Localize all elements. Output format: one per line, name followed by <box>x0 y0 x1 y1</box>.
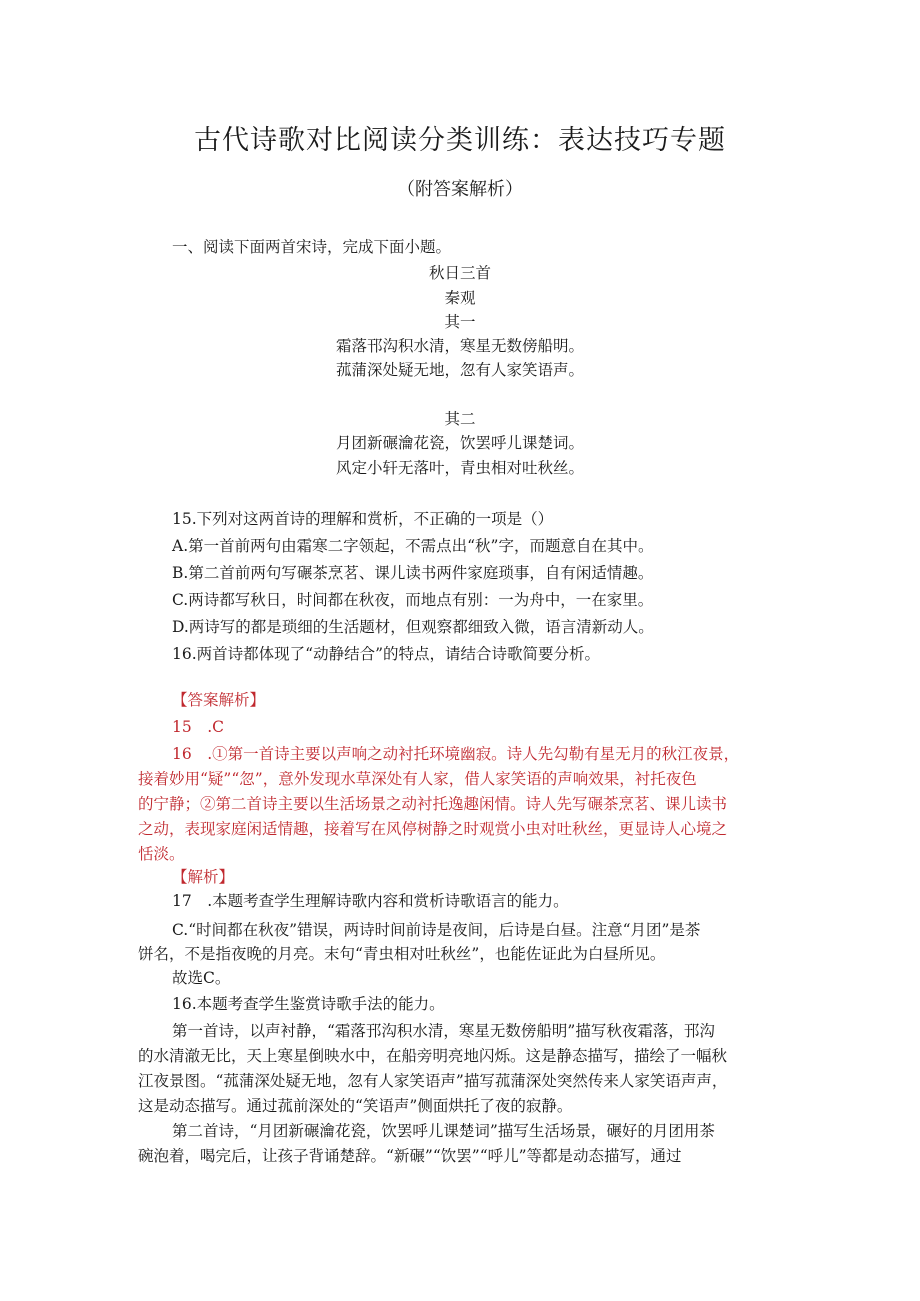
option-d: D.两诗写的都是琐细的生活题材，但观察都细致入微，语言清新动人。 <box>172 618 654 636</box>
document-subtitle: （附答案解析） <box>397 179 523 200</box>
poem-line: 菰蒲深处疑无地，忽有人家笑语声。 <box>335 361 584 379</box>
question-15: 15.下列对这两首诗的理解和赏析，不正确的一项是（） <box>172 510 554 528</box>
analysis-p2-line: 第二首诗，“月团新碾瀹花瓷，饮罢呼儿课楚词”描写生活场景，碾好的月团用茶 <box>172 1122 715 1140</box>
option-c: C.两诗都写秋日，时间都在秋夜，而地点有别：一为舟中，一在家里。 <box>172 591 654 609</box>
analysis-p2-line: 碗泡着，喝完后，让孩子背诵楚辞。“新碾”“饮罢”“呼儿”等都是动态描写，通过 <box>138 1147 682 1165</box>
answer-16-line: 16 .①第一首诗主要以声响之动衬托环境幽寂。诗人先勾勒有星无月的秋江夜景， <box>172 745 740 763</box>
analysis-c-line: 饼名，不是指夜晚的月亮。末句“青虫相对吐秋丝”，也能佐证此为白昼所见。 <box>138 945 666 963</box>
analysis-16-intro: 16.本题考查学生鉴赏诗歌手法的能力。 <box>172 995 445 1013</box>
document-title: 古代诗歌对比阅读分类训练：表达技巧专题 <box>194 125 726 156</box>
analysis-17: 17 .本题考查学生理解诗歌内容和赏析诗歌语言的能力。 <box>172 892 569 910</box>
poem-part2-label: 其二 <box>444 410 476 428</box>
analysis-header: 【解析】 <box>172 868 235 886</box>
answer-16-line: 的宁静；②第二首诗主要以生活场景之动衬托逸趣闲情。诗人先写碾茶烹茗、课儿读书 <box>138 795 728 813</box>
option-a: A.第一首前两句由霜寒二字领起，不需点出“秋”字，而题意自在其中。 <box>172 537 654 555</box>
analysis-p1-line: 江夜景图。“菰蒲深处疑无地，忽有人家笑语声”描写菰蒲深处突然传来人家笑语声声， <box>138 1072 728 1090</box>
poem-author: 秦观 <box>444 289 476 307</box>
question-16: 16.两首诗都体现了“动静结合”的特点，请结合诗歌简要分析。 <box>172 645 601 663</box>
poem-title: 秋日三首 <box>428 264 491 282</box>
answer-16-line: 恬淡。 <box>138 845 185 863</box>
answer-15: 15 .C <box>172 718 225 736</box>
poem-line: 月团新碾瀹花瓷，饮罢呼儿课楚词。 <box>335 434 584 452</box>
analysis-p1-line: 这是动态描写。通过菰前深处的“笑语声”侧面烘托了夜的寂静。 <box>138 1097 573 1115</box>
option-b: B.第二首前两句写碾茶烹茗、课儿读书两件家庭琐事，自有闲适情趣。 <box>172 564 654 582</box>
poem-part1-label: 其一 <box>444 313 476 331</box>
instruction-text: 一、阅读下面两首宋诗，完成下面小题。 <box>172 238 452 256</box>
analysis-c-line: C.“时间都在秋夜”错误，两诗时间前诗是夜间，后诗是白昼。注意“月团”是茶 <box>172 921 701 939</box>
answer-16-line: 接着妙用“疑”“忽”，意外发现水草深处有人家，借人家笑语的声响效果，衬托夜色 <box>138 770 697 788</box>
poem-line: 风定小轩无落叶，青虫相对吐秋丝。 <box>335 459 584 477</box>
analysis-choose: 故选C。 <box>172 969 231 987</box>
analysis-p1-line: 的水清澈无比，天上寒星倒映水中，在船旁明亮地闪烁。这是静态描写，描绘了一幅秋 <box>138 1047 728 1065</box>
answer-16-line: 之动，表现家庭闲适情趣，接着写在风停树静之时观赏小虫对吐秋丝，更显诗人心境之 <box>138 820 728 838</box>
analysis-p1-line: 第一首诗，以声衬静，“霜落邘沟积水清，寒星无数傍船明”描写秋夜霜落，邘沟 <box>172 1022 715 1040</box>
answer-header: 【答案解析】 <box>172 691 266 709</box>
poem-line: 霜落邗沟积水清，寒星无数傍船明。 <box>335 337 584 355</box>
